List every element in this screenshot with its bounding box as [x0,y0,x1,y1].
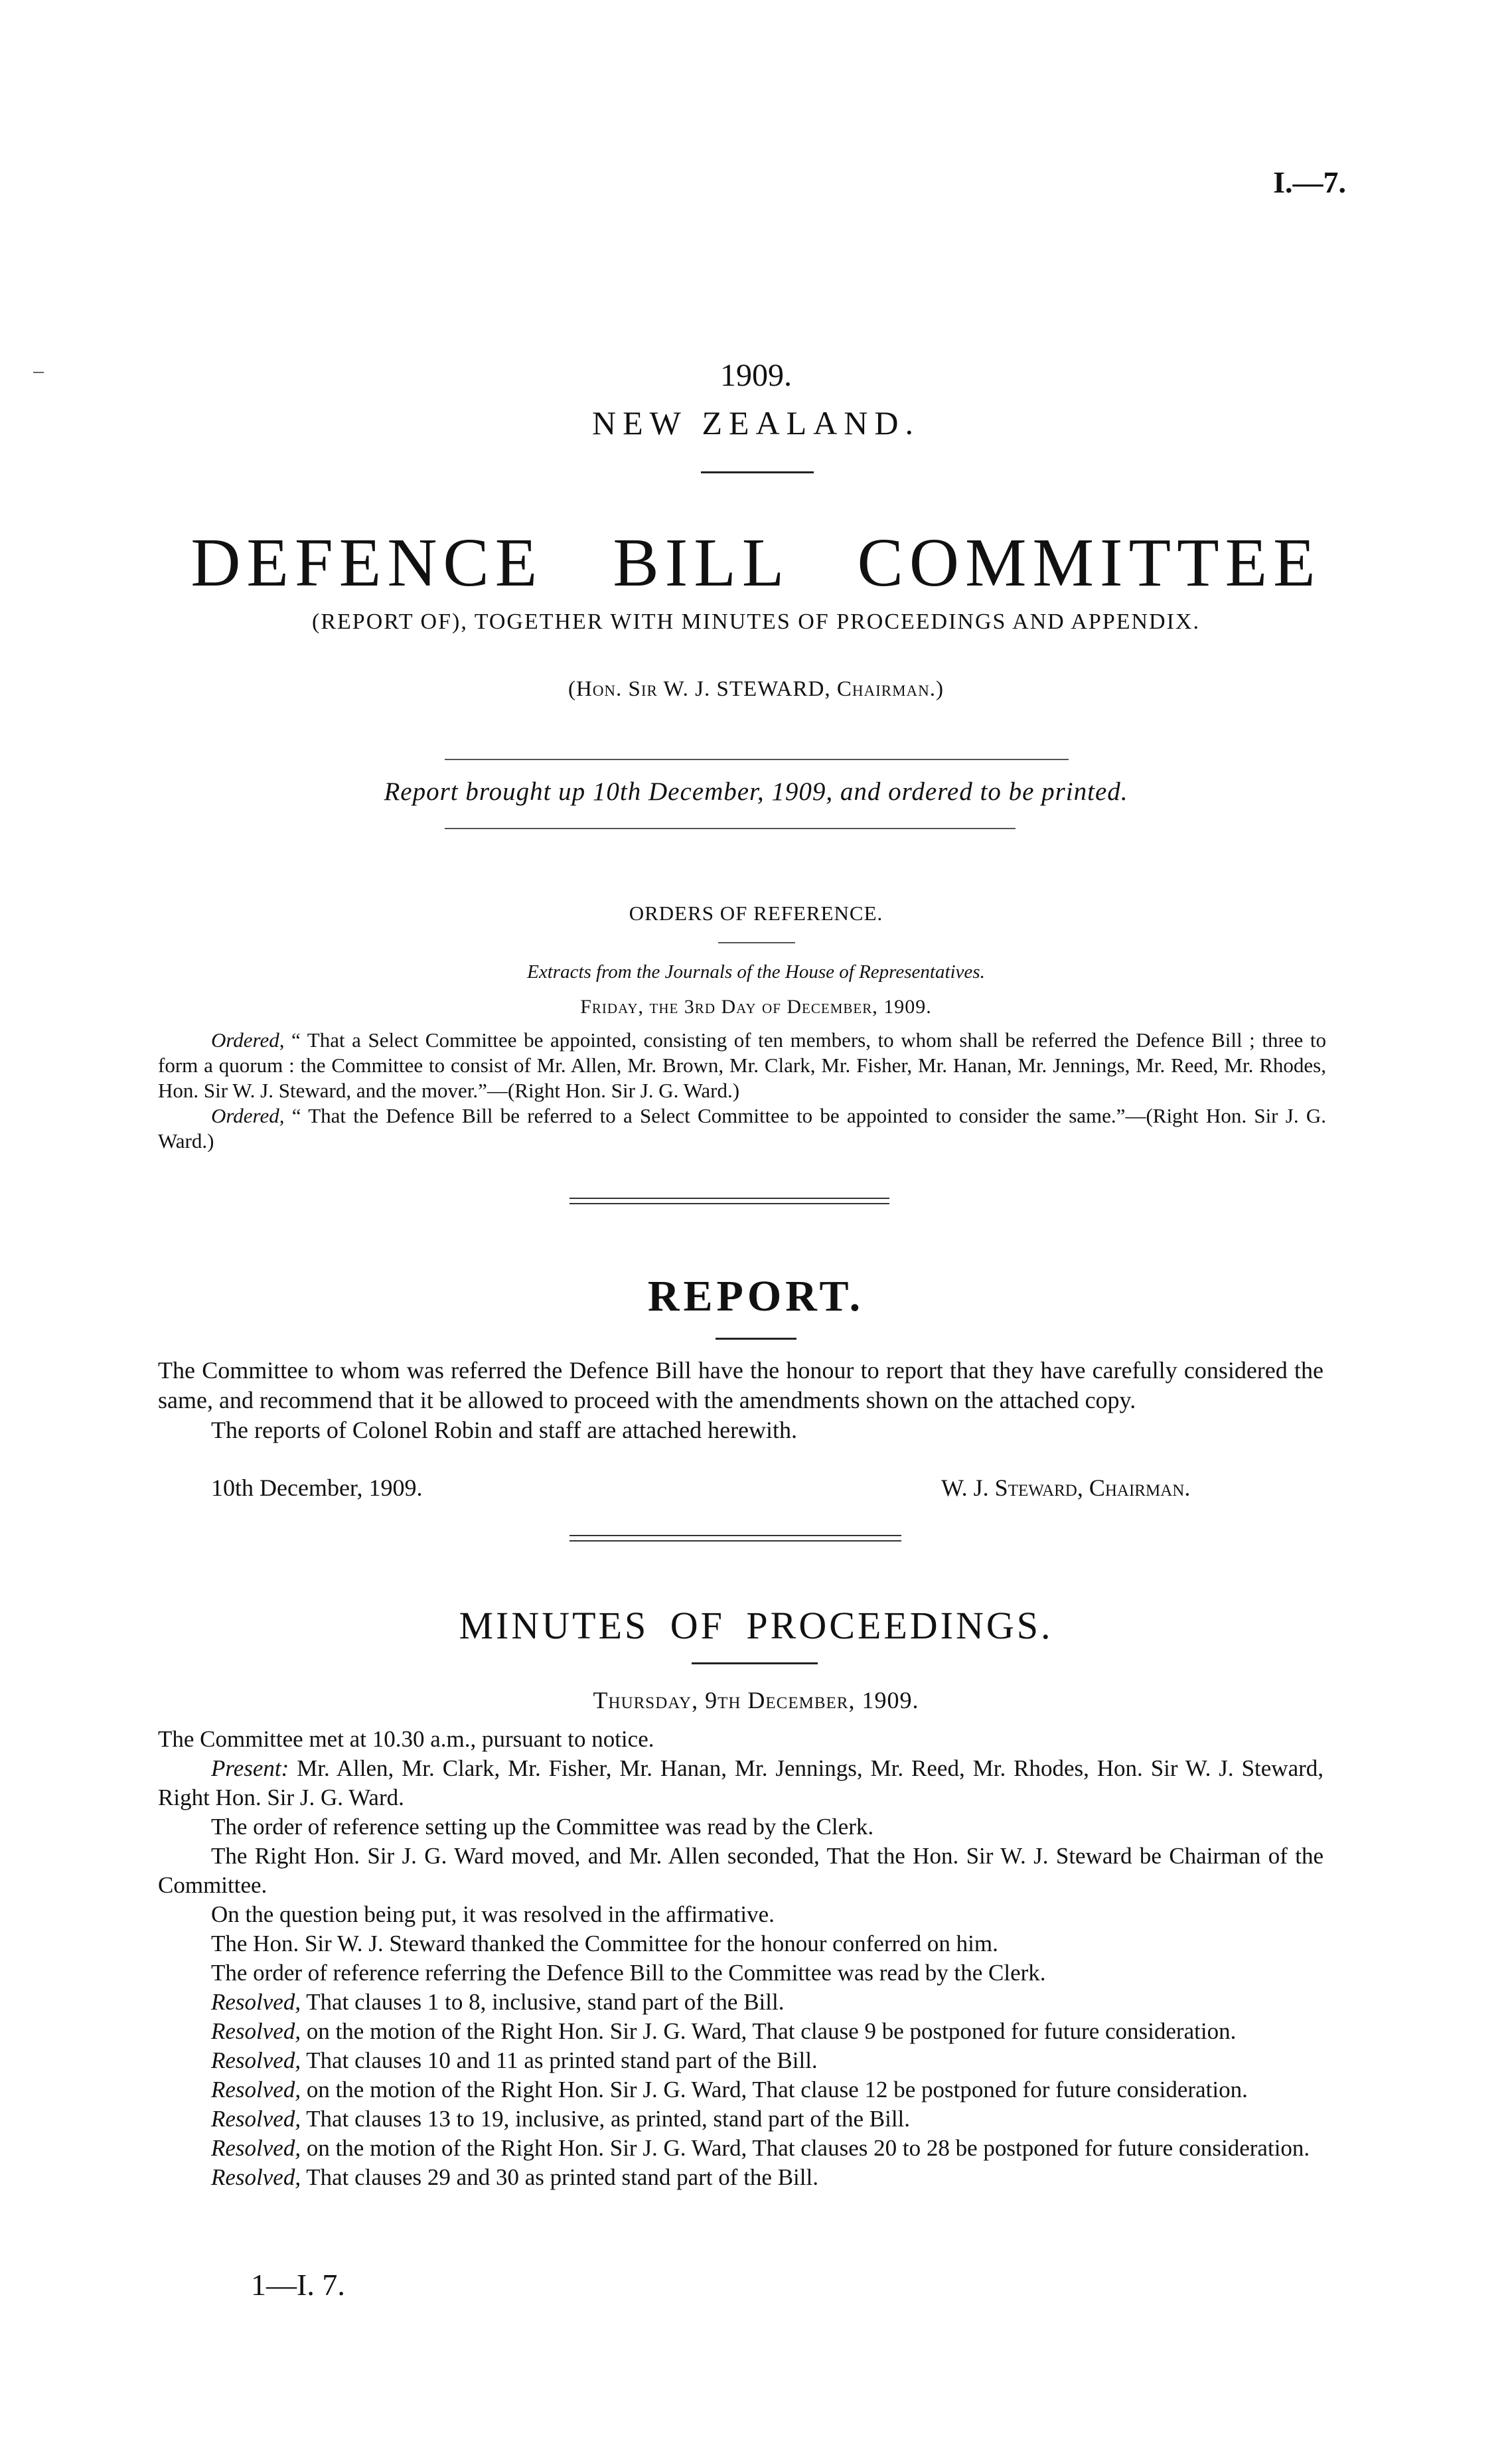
minutes-heading: MINUTES OF PROCEEDINGS. [459,1604,1053,1647]
divider [701,471,814,473]
minutes-item-text: on the motion of the Right Hon. Sir J. G. Ward, That clauses 20 to 28 be postponed for future consideration. [306,2135,1310,2161]
orders-date: Friday, the 3rd Day of December, 1909. [580,996,932,1018]
minutes-item [158,1812,1323,1842]
minutes-item [158,1754,1323,1812]
divider [716,1338,796,1340]
divider [718,942,795,943]
chairman-line: (Hon. Sir W. J. STEWARD, Chairman.) [568,677,944,701]
minutes-item [158,2134,1323,2163]
minutes-item-lead: Resolved, [211,2047,301,2073]
minutes-item-text: Mr. Allen, Mr. Clark, Mr. Fisher, Mr. Hanan, Mr. Jennings, Mr. Reed, Mr. Rhodes, Hon. Sir W. J. Steward, Right Hon. Sir J. G. Ward. [158,1755,1324,1810]
double-divider [569,1198,889,1204]
minutes-item-lead: Present: [211,1755,289,1781]
main-title: DEFENCE BILL COMMITTEE [190,524,1322,601]
subtitle: (REPORT OF), TOGETHER WITH MINUTES OF PROCEEDINGS AND APPENDIX. [312,609,1200,634]
minutes-item-text: The Hon. Sir W. J. Steward thanked the Committee for the honour conferred on him. [211,1931,998,1956]
country: NEW ZEALAND. [592,404,920,441]
minutes-item-text: That clauses 29 and 30 as printed stand part of the Bill. [306,2164,818,2190]
minutes-item [158,1900,1323,1929]
minutes-item-lead: Resolved, [211,2018,301,2044]
minutes-item-text: The order of reference setting up the Committee was read by the Clerk. [211,1814,874,1840]
order-2 [158,1103,1326,1154]
minutes-item-text: The Right Hon. Sir J. G. Ward moved, and Mr. Allen seconded, That the Hon. Sir W. J. Steward be Chairman of the Committee. [158,1843,1323,1898]
minutes-item-text: The order of reference referring the Defence Bill to the Committee was read by the Clerk. [211,1960,1046,1986]
minutes-item [158,1988,1323,2017]
minutes-item [158,2163,1323,2192]
minutes-item-lead: Resolved, [211,2077,301,2103]
minutes-list [158,1725,1323,2192]
divider [445,828,1016,829]
minutes-item [158,2075,1323,2104]
order-1 [158,1028,1326,1103]
report-body [158,1356,1323,1445]
minutes-item-text: on the motion of the Right Hon. Sir J. G. Ward, That clause 9 be postponed for future consideration. [306,2018,1237,2044]
report-signature: W. J. Steward, Chairman. [941,1474,1191,1501]
minutes-item-text: That clauses 13 to 19, inclusive, as printed, stand part of the Bill. [306,2106,911,2132]
report-paragraph: The Committee to whom was referred the Defence Bill have the honour to report that they have carefully considered the same, and recommend that it be allowed to proceed with the amendments shown on the attached copy. [158,1357,1323,1413]
minutes-date: Thursday, 9th December, 1909. [593,1687,919,1713]
report-paragraph: The reports of Colonel Robin and staff are attached herewith. [211,1417,798,1443]
minutes-item-text: on the motion of the Right Hon. Sir J. G. Ward, That clause 12 be postponed for future consideration. [306,2077,1248,2103]
order-lead: Ordered, [211,1028,285,1052]
minutes-item [158,1842,1323,1900]
minutes-item-text: That clauses 1 to 8, inclusive, stand part of the Bill. [306,1989,785,2015]
minutes-item [158,2046,1323,2075]
minutes-item-lead: Resolved, [211,2106,301,2132]
divider [692,1662,818,1664]
report-date: 10th December, 1909. [211,1474,423,1501]
orders-heading: ORDERS OF REFERENCE. [629,902,883,925]
year: 1909. [720,358,792,393]
signature-mark: 1—I. 7. [251,2268,345,2302]
page-reference: I.—7. [1273,165,1346,199]
minutes-item [158,1929,1323,1958]
minutes-item [158,1725,1323,1754]
report-brought-up-line: Report brought up 10th December, 1909, and ordered to be printed. [384,777,1128,806]
minutes-item-text: On the question being put, it was resolved in the affirmative. [211,1901,775,1927]
divider [445,759,1069,760]
minutes-item-lead: Resolved, [211,1989,301,2015]
minutes-item-lead: Resolved, [211,2164,301,2190]
minutes-item [158,2017,1323,2046]
minutes-item-lead: Resolved, [211,2135,301,2161]
order-text: “ That a Select Committee be appointed, consisting of ten members, to whom shall be referred the Defence Bill ; three to form a quorum : the Committee to consist of Mr. Allen, Mr. Brown, Mr. Clark, Mr. Fisher, Mr. Hanan, Mr. Jennings, Mr. Reed, Mr. Rhodes, Hon. Sir W. J. Steward, and the mover.”—(Right Hon. Sir J. G. Ward.) [158,1028,1326,1102]
minutes-item-text: The Committee met at 10.30 a.m., pursuant to notice. [158,1726,654,1752]
double-divider [569,1535,901,1542]
order-text: “ That the Defence Bill be referred to a Select Committee to be appointed to consider the same.”—(Right Hon. Sir J. G. Ward.) [158,1104,1326,1152]
order-lead: Ordered, [211,1104,285,1127]
report-heading: REPORT. [647,1272,865,1320]
minutes-item [158,1958,1323,1988]
minutes-item-text: That clauses 10 and 11 as printed stand part of the Bill. [306,2047,818,2073]
minutes-item [158,2104,1323,2134]
orders-extracts: Extracts from the Journals of the House of Representatives. [527,961,985,983]
